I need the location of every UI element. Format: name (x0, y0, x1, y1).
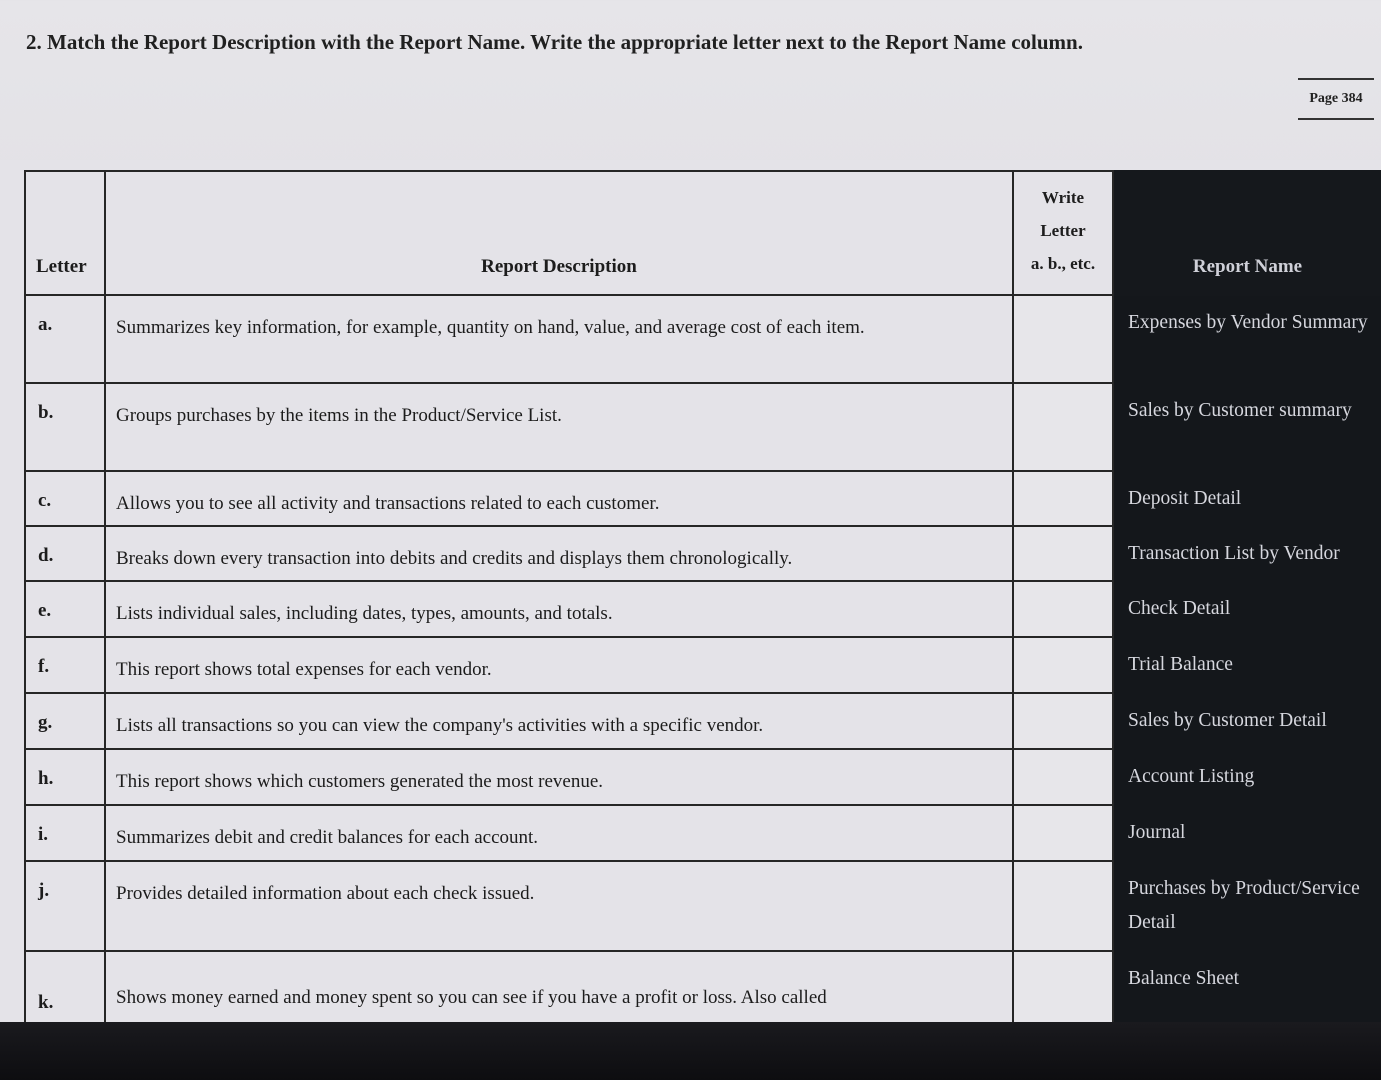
write-letter-cell[interactable] (1013, 951, 1113, 1023)
screen-bezel (0, 1022, 1381, 1080)
header-letter: Letter (25, 171, 105, 295)
table-row (25, 749, 1381, 805)
write-letter-cell[interactable] (1013, 471, 1113, 526)
row-report-name: Sales by Customer summary (1113, 383, 1381, 471)
row-description: Provides detailed information about each check issued. (105, 861, 1013, 951)
row-description: This report shows which customers generated the most revenue. (105, 749, 1013, 805)
table-row (25, 951, 1381, 1023)
row-description: Lists all transactions so you can view the company's activities with a specific vendor. (105, 693, 1013, 749)
row-report-name: Sales by Customer Detail (1113, 693, 1381, 749)
row-letter: d. (25, 526, 105, 581)
write-letter-cell[interactable] (1013, 581, 1113, 637)
write-letter-cell[interactable] (1013, 805, 1113, 861)
row-letter: a. (25, 295, 105, 383)
row-letter: i. (25, 805, 105, 861)
row-description: Groups purchases by the items in the Product/Service List. (105, 383, 1013, 471)
header-report-name: Report Name (1113, 171, 1381, 295)
header-write-line2: Letter (1040, 221, 1086, 240)
row-letter: b. (25, 383, 105, 471)
table-row (25, 526, 1381, 581)
row-report-name: Purchases by Product/Service Detail (1113, 861, 1381, 951)
row-description: Shows money earned and money spent so you can see if you have a profit or loss. Also called (105, 951, 1013, 1023)
write-letter-cell[interactable] (1013, 526, 1113, 581)
row-description: Summarizes debit and credit balances for each account. (105, 805, 1013, 861)
write-letter-cell[interactable] (1013, 749, 1113, 805)
table-row (25, 693, 1381, 749)
row-description: Lists individual sales, including dates, types, amounts, and totals. (105, 581, 1013, 637)
row-description: This report shows total expenses for each vendor. (105, 637, 1013, 693)
question-text: 2. Match the Report Description with the Report Name. Write the appropriate letter next to the Report Name column. (26, 30, 1083, 54)
table-row (25, 581, 1381, 637)
table-row (25, 471, 1381, 526)
row-letter: c. (25, 471, 105, 526)
table-row (25, 805, 1381, 861)
page-reference: Page 384 (1298, 78, 1374, 120)
header-write-letter (1013, 171, 1113, 295)
row-description: Breaks down every transaction into debits and credits and displays them chronologically. (105, 526, 1013, 581)
table-row (25, 637, 1381, 693)
row-report-name: Balance Sheet (1113, 951, 1381, 1023)
row-report-name: Journal (1113, 805, 1381, 861)
table-row (25, 861, 1381, 951)
write-letter-cell[interactable] (1013, 383, 1113, 471)
row-report-name: Expenses by Vendor Summary (1113, 295, 1381, 383)
table-row (25, 295, 1381, 383)
header-description: Report Description (105, 171, 1013, 295)
row-letter: k. (25, 951, 105, 1023)
row-letter: e. (25, 581, 105, 637)
write-letter-cell[interactable] (1013, 637, 1113, 693)
write-letter-cell[interactable] (1013, 861, 1113, 951)
row-description: Allows you to see all activity and transactions related to each customer. (105, 471, 1013, 526)
write-letter-cell[interactable] (1013, 295, 1113, 383)
row-letter: h. (25, 749, 105, 805)
row-letter: j. (25, 861, 105, 951)
row-report-name: Trial Balance (1113, 637, 1381, 693)
header-write-line1: Write (1041, 188, 1085, 207)
matching-table (24, 170, 1381, 1023)
row-letter: g. (25, 693, 105, 749)
row-description: Summarizes key information, for example, quantity on hand, value, and average cost of each item. (105, 295, 1013, 383)
table-row (25, 383, 1381, 471)
row-letter: f. (25, 637, 105, 693)
header-write-line3: a. b., etc. (1030, 254, 1096, 273)
write-letter-cell[interactable] (1013, 693, 1113, 749)
row-report-name: Check Detail (1113, 581, 1381, 637)
row-report-name: Transaction List by Vendor (1113, 526, 1381, 581)
row-report-name: Account Listing (1113, 749, 1381, 805)
row-report-name: Deposit Detail (1113, 471, 1381, 526)
header-row (25, 171, 1381, 295)
